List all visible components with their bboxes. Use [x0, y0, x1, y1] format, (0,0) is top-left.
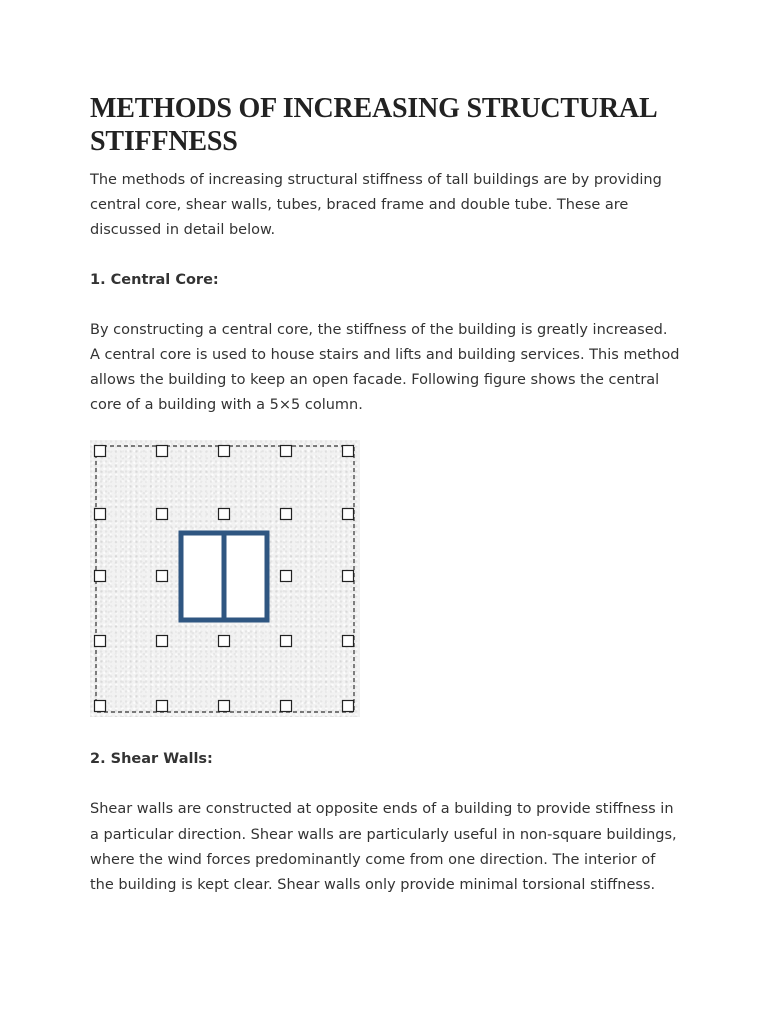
column-square	[343, 509, 354, 520]
column-square	[281, 446, 292, 457]
column-square	[157, 701, 168, 712]
column-square	[95, 636, 106, 647]
column-square	[281, 571, 292, 582]
column-square	[219, 636, 230, 647]
column-square	[219, 701, 230, 712]
column-square	[95, 571, 106, 582]
section-body-central-core: By constructing a central core, the stiffness of the building is greatly increased. A central core is used to house stairs and lifts and building services. This method allows the building to keep an open facade. Following figure shows the central core of a building with a 5×5 column.	[90, 321, 680, 414]
column-square	[343, 701, 354, 712]
column-square	[281, 509, 292, 520]
section-body-shear-walls: Shear walls are constructed at opposite ends of a building to provide stiffness in a particular direction. Shear walls are particularly useful in non-square buildings, where the wind forces predominantly come from one direction. The interior of the building is kept clear. Shear walls only provide minimal torsional stiffness.	[90, 801, 677, 894]
column-square	[281, 636, 292, 647]
column-square	[157, 446, 168, 457]
column-square	[281, 701, 292, 712]
column-square	[343, 571, 354, 582]
central-core	[181, 533, 267, 620]
column-square	[95, 509, 106, 520]
column-square	[157, 636, 168, 647]
column-square	[95, 701, 106, 712]
section-heading-shear-walls: 2. Shear Walls:	[90, 751, 213, 768]
column-square	[219, 446, 230, 457]
column-square	[219, 509, 230, 520]
column-square	[95, 446, 106, 457]
column-square	[157, 571, 168, 582]
section-heading-central-core: 1. Central Core:	[90, 271, 219, 288]
column-square	[343, 636, 354, 647]
central-core-figure	[90, 440, 360, 717]
central-core-diagram	[90, 440, 360, 717]
article	[90, 92, 680, 898]
column-square	[157, 509, 168, 520]
column-square	[343, 446, 354, 457]
intro-paragraph: The methods of increasing structural stiffness of tall buildings are by providing central core, shear walls, tubes, braced frame and double tube. These are discussed in detail below.	[90, 172, 662, 239]
page-title: METHODS OF INCREASING STRUCTURAL STIFFNESS	[90, 93, 656, 157]
